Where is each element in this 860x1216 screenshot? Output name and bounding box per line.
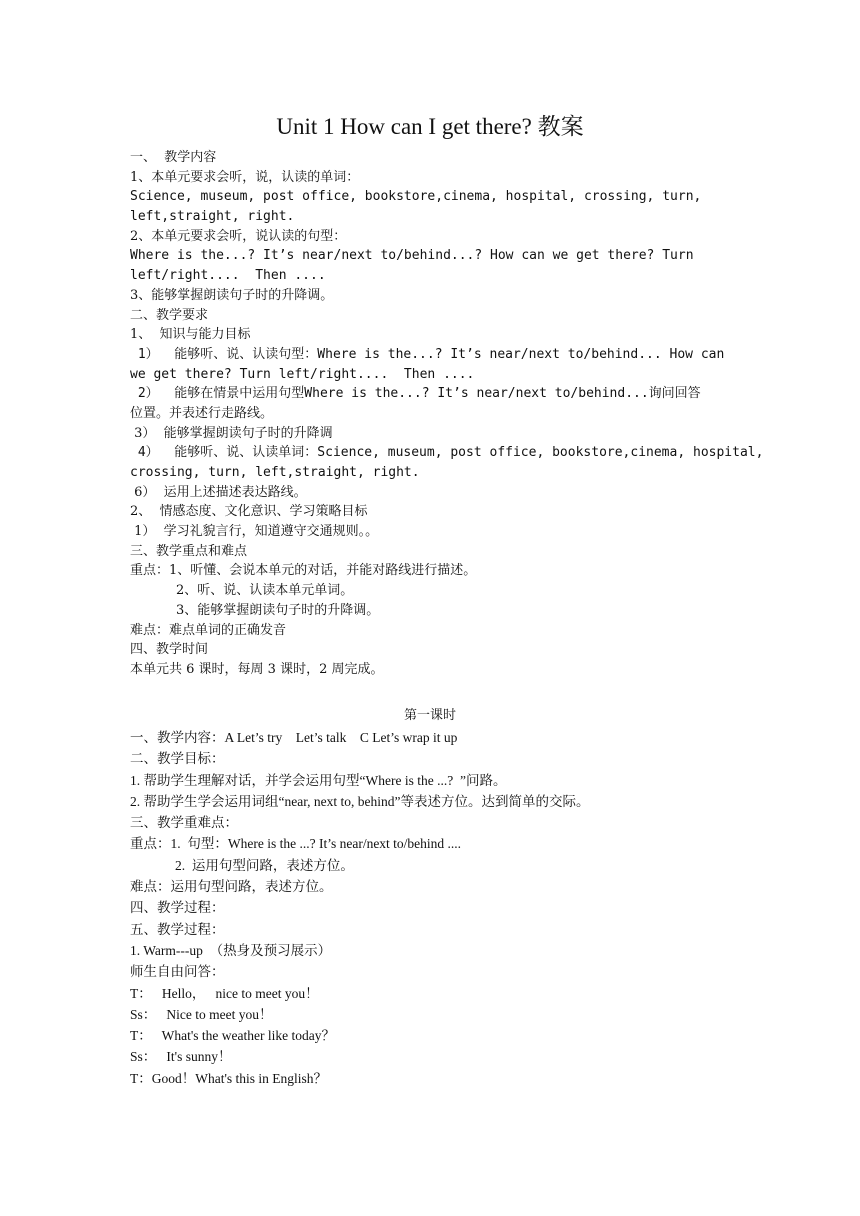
text-line: 2） 能够在情景中运用句型Where is the...? It’s near/next to/behind...询问回答 (130, 386, 701, 402)
text-line: 二、教学目标： (130, 751, 225, 767)
text-line: T：Good！What's this in English？ (130, 1070, 328, 1086)
text-line: 1. 帮助学生理解对话，并学会运用句型“Where is the ...? ”问路。 (130, 772, 507, 788)
text-line: 1. Warm---up （热身及预习展示） (130, 942, 332, 958)
text-line: T： Hello， nice to meet you！ (130, 985, 319, 1001)
text-line: 重点：1. 句型：Where is the ...? It’s near/next to/behind .... (130, 836, 462, 852)
text-line: 3、能够掌握朗读句子时的升降调。 (130, 287, 334, 303)
text-line: 6） 运用上述描述表达路线。 (130, 484, 307, 500)
text-line: 2. 运用句型问路，表述方位。 (175, 857, 354, 873)
text-line: 位置。并表述行走路线。 (130, 405, 274, 421)
text-line: 2、听、说、认读本单元单词。 (176, 583, 354, 599)
text-line: 3、能够掌握朗读句子时的升降调。 (176, 602, 380, 618)
text-line: 1、本单元要求会听，说，认读的单词： (130, 169, 360, 185)
document-title: Unit 1 How can I get there? 教案 (276, 114, 584, 139)
text-line: 难点：难点单词的正确发音 (130, 622, 287, 638)
text-line: Ss： Nice to meet you！ (130, 1006, 273, 1022)
text-line: 重点：1、听懂、会说本单元的对话，并能对路线进行描述。 (130, 563, 477, 579)
text-line: 1、 知识与能力目标 (130, 327, 251, 343)
text-line: we get there? Turn left/right.... Then .... (130, 366, 475, 382)
text-line: 三、教学重难点： (130, 815, 238, 831)
text-line: 2、本单元要求会听，说认读的句型： (130, 228, 347, 244)
text-line: 3） 能够掌握朗读句子时的升降调 (130, 425, 333, 441)
text-line: 本单元共 6 课时，每周 3 课时，2 周完成。 (130, 661, 384, 677)
text-line: T： What's the weather like today？ (130, 1028, 335, 1044)
text-line: 2、 情感态度、文化意识、学习策略目标 (130, 504, 368, 520)
text-line: 一、 教学内容 (130, 150, 217, 165)
text-line: 四、教学过程： (130, 900, 225, 916)
text-line: Where is the...? It’s near/next to/behind...? How can we get there? Turn (130, 248, 694, 264)
text-line: Science, museum, post office, bookstore,cinema, hospital, crossing, turn, (130, 189, 702, 205)
text-line: 1） 能够听、说、认读句型：Where is the...? It’s near/next to/behind... How can (130, 346, 725, 362)
text-line: 师生自由问答： (130, 964, 225, 980)
unit-overview-section (130, 148, 764, 680)
text-line: left/right.... Then .... (130, 268, 326, 284)
text-line: 2. 帮助学生学会运用词组“near, next to, behind”等表述方位。达到简单的交际。 (130, 793, 590, 809)
text-line: 二、教学要求 (130, 307, 209, 323)
lesson-heading: 第一课时 (403, 708, 456, 723)
text-line: 三、教学重点和难点 (130, 543, 248, 559)
text-line: 1） 学习礼貌言行，知道遵守交通规则。。 (130, 524, 379, 540)
text-line: left,straight, right. (130, 209, 295, 225)
lesson-one-section (130, 727, 750, 1089)
text-line: Ss： It's sunny！ (130, 1049, 232, 1065)
text-line: 四、教学时间 (130, 642, 209, 658)
text-line: 五、教学过程： (130, 921, 225, 937)
text-line: 难点：运用句型问路，表述方位。 (130, 879, 333, 895)
text-line: crossing, turn, left,straight, right. (130, 465, 420, 480)
text-line: 4） 能够听、说、认读单词：Science, museum, post office, bookstore,cinema, hospital, (130, 445, 764, 461)
text-line: 一、教学内容：A Let’s try Let’s talk C Let’s wrap it up (130, 730, 458, 745)
